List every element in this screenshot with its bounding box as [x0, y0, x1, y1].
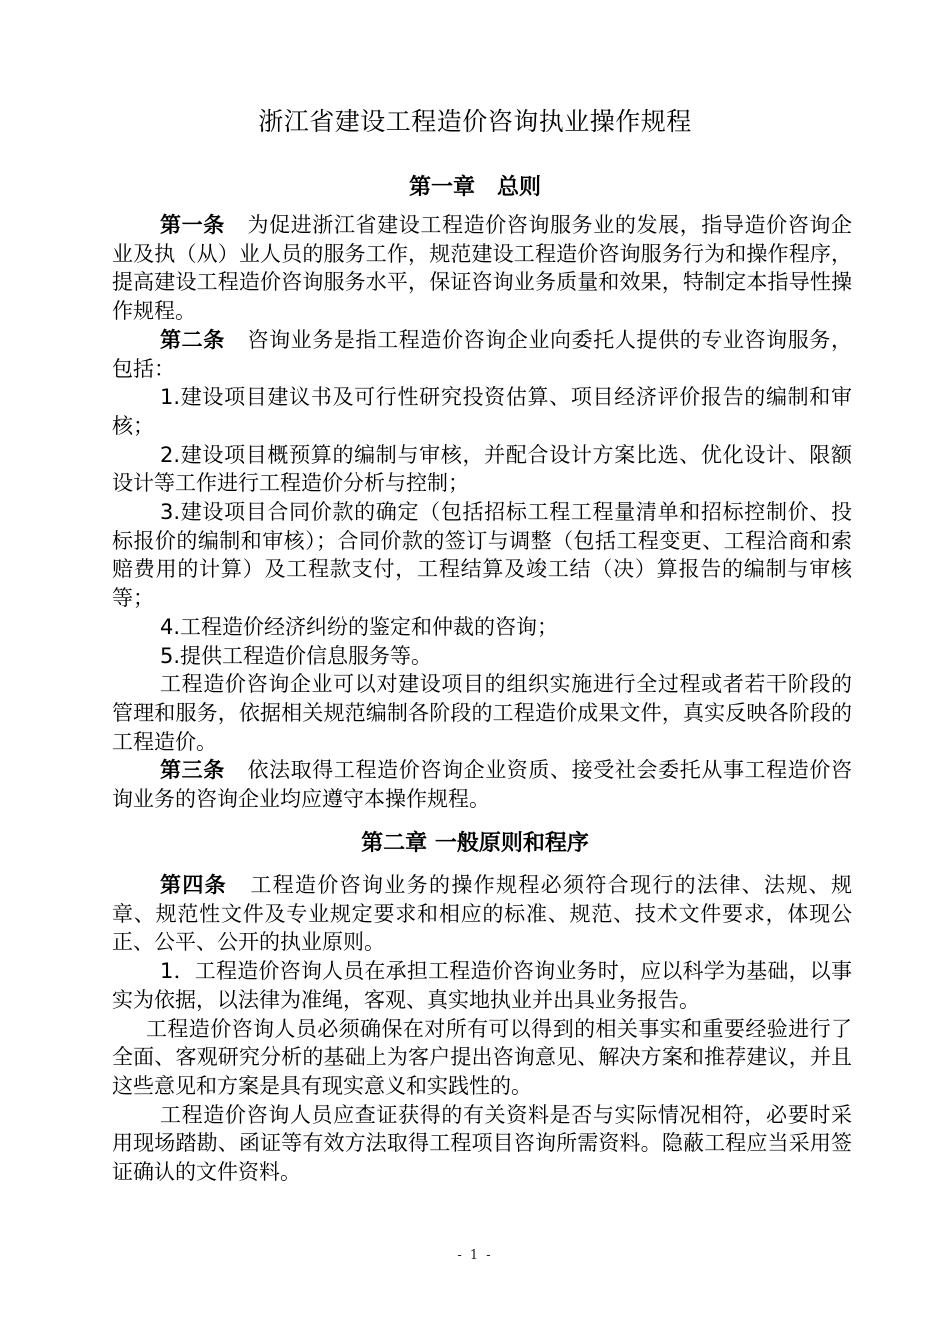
article-2-item-5: 5.提供工程造价信息服务等。 — [160, 643, 433, 668]
article-2-item-3: 3.建设项目合同价款的确定（包括招标工程工程量清单和招标控制价、投标报价的编制和审核）；合同价款的签订与调整（包括工程变更、工程洽商和索赔费用的计算）及工程款支付，工程结算及竣工结（决）算报告的编制与审核等； — [112, 500, 852, 611]
chapter-1-name: 总则 — [497, 175, 542, 200]
chapter-2-body — [112, 871, 852, 1187]
document-title: 浙江省建设工程造价咨询执业操作规程 — [258, 107, 692, 136]
article-4-text: 工程造价咨询业务的操作规程必须符合现行的法律、法规、规章、规范性文件及专业规定要求和相应的标准、规范、技术文件要求，体现公正、公平、公开的执业原则。 — [112, 873, 852, 955]
article-1 — [112, 211, 852, 326]
article-3-text: 依法取得工程造价咨询企业资质、接受社会委托从事工程造价咨询业务的咨询企业均应遵守本操作规程。 — [112, 758, 853, 812]
article-1-text: 为促进浙江省建设工程造价咨询服务业的发展，指导造价咨询企业及执（从）业人员的服务工作，规范建设工程造价咨询服务行为和操作程序，提高建设工程造价咨询服务水平，保证咨询业务质量和效果，特制定本指导性操作规程。 — [112, 213, 853, 324]
article-3 — [112, 756, 852, 813]
article-4-para-3: 工程造价咨询人员应查证获得的有关资料是否与实际情况相符，必要时采用现场踏勘、函证等有效方法取得工程项目咨询所需资料。隐蔽工程应当采用签证确认的文件资料。 — [112, 1102, 852, 1185]
chapter-1-number: 第一章 — [408, 175, 475, 200]
chapter-2-number: 第二章 — [361, 831, 428, 856]
article-2-label: 第二条 — [160, 327, 225, 352]
article-4-para-2: 工程造价咨询人员必须确保在对所有可以得到的相关事实和重要经验进行了全面、客观研究分析的基础上为客户提出咨询意见、解决方案和推荐建议，并且这些意见和方案是具有现实意义和实践性的。 — [112, 1016, 852, 1098]
article-4-label: 第四条 — [160, 873, 227, 897]
article-2-item-2: 2.建设项目概预算的编制与审核，并配合设计方案比选、优化设计、限额设计等工作进行工程造价分析与控制； — [112, 442, 852, 496]
article-4 — [112, 871, 852, 957]
chapter-1-body — [112, 211, 852, 814]
article-3-label: 第三条 — [160, 758, 225, 783]
article-2-item-4: 4.工程造价经济纠纷的鉴定和仲裁的咨询； — [160, 614, 559, 639]
article-2-item-1: 1.建设项目建议书及可行性研究投资估算、项目经济评价报告的编制和审核； — [112, 385, 852, 438]
page-number: - 1 - — [457, 1248, 493, 1263]
chapter-1-heading — [0, 172, 950, 204]
article-1-label: 第一条 — [160, 213, 225, 237]
chapter-2-heading — [0, 828, 950, 860]
article-2-text: 咨询业务是指工程造价咨询企业向委托人提供的专业咨询服务，包括： — [112, 327, 853, 381]
chapter-2-name: 一般原则和程序 — [434, 831, 589, 856]
article-4-para-1: 1．工程造价咨询人员在承担工程造价咨询业务时，应以科学为基础，以事实为依据，以法律为准绳，客观、真实地执业并出具业务报告。 — [112, 959, 852, 1012]
article-2-note: 工程造价咨询企业可以对建设项目的组织实施进行全过程或者若干阶段的管理和服务，依据相关规范编制各阶段的工程造价成果文件，真实反映各阶段的工程造价。 — [112, 672, 852, 754]
article-2 — [112, 326, 852, 383]
